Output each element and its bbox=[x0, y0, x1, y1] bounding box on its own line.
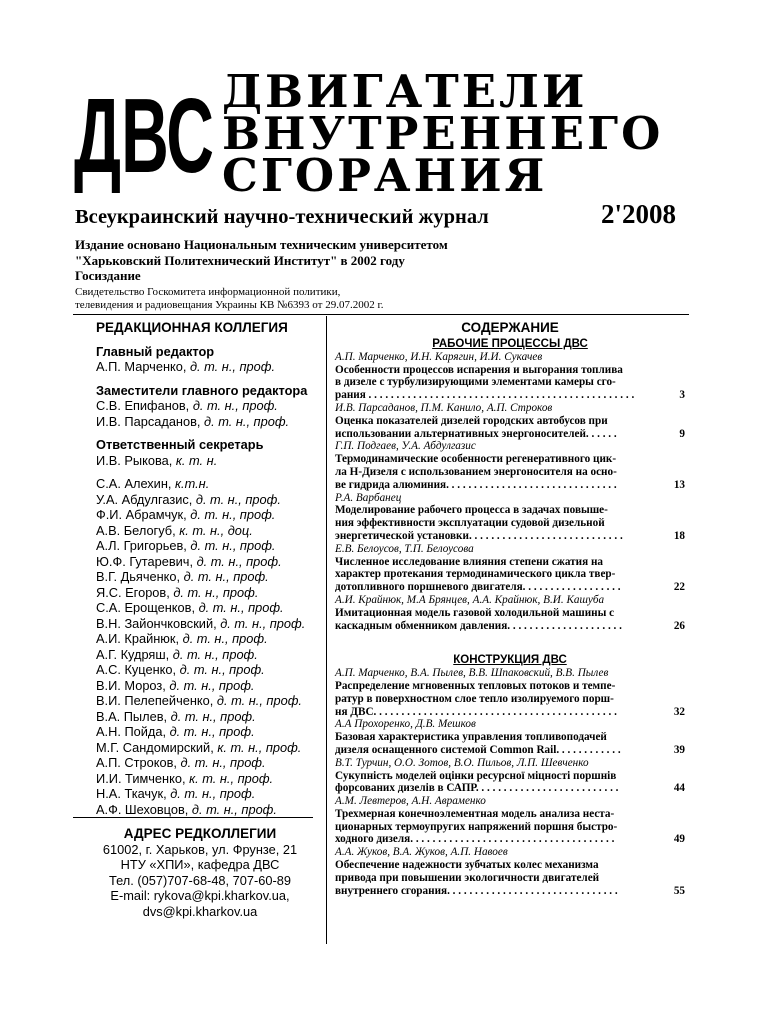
deputies-heading: Заместители главного редактора bbox=[96, 382, 308, 398]
member-entry bbox=[96, 662, 324, 678]
article-title-text: Трехмерная конечноэлементная модель анализа неста- bbox=[335, 807, 615, 820]
editor-heading: Главный редактор bbox=[96, 343, 215, 359]
article-title-line bbox=[335, 859, 685, 872]
person-degree: к. т. н., проф. bbox=[189, 770, 274, 786]
person-degree: д. т. н., проф. bbox=[195, 491, 281, 507]
toc-entry[interactable] bbox=[335, 402, 685, 440]
person-name: И.В. Рыкова, bbox=[96, 452, 173, 468]
article-title-line bbox=[335, 504, 685, 517]
article-title-text: Сукупність моделей оцінки ресурсної міцності поршнів bbox=[335, 769, 617, 782]
issue-number: 2'2008 bbox=[601, 199, 677, 229]
person-name: В.А. Пылев, bbox=[96, 708, 168, 724]
toc-entry[interactable] bbox=[335, 795, 685, 846]
member-entry bbox=[96, 600, 324, 616]
article-title-text: каскадным обменником давления. . . . . . . . . . . . . . . . . . . . . bbox=[335, 619, 622, 632]
person-name: И.В. Парсаданов, bbox=[96, 413, 201, 429]
member-entry bbox=[96, 755, 324, 771]
article-title-text: внутреннего сгорания. . . . . . . . . . . . . . . . . . . . . . . . . . . . . . . bbox=[335, 884, 618, 897]
article-title-line bbox=[335, 556, 685, 569]
member-entry bbox=[96, 554, 324, 570]
person-degree: д. т. н., проф. bbox=[196, 553, 282, 569]
person-name: И.И. Тимченко, bbox=[96, 770, 186, 786]
page-number: 39 bbox=[673, 743, 685, 756]
person-degree: д. т. н., проф. bbox=[216, 693, 302, 708]
deputies-list bbox=[96, 398, 324, 429]
address-line: Тел. (057)707-68-48, 707-60-89 bbox=[108, 872, 292, 888]
members-list bbox=[96, 476, 324, 817]
column-divider bbox=[326, 316, 327, 944]
person-name: Ф.И. Абрамчук, bbox=[96, 507, 187, 522]
person-name: А.П. Строков, bbox=[96, 755, 177, 770]
article-title-text: привода при повышении экологичности двигателей bbox=[335, 871, 600, 884]
section-title: КОНСТРУКЦИЯ ДВС bbox=[453, 654, 567, 667]
article-title-text: Имитационная модель газовой холодильной машины с bbox=[335, 606, 615, 619]
article-title-text: форсованих дизелів в САПР. . . . . . . . . . . . . . . . . . . . . . . . . . bbox=[335, 782, 619, 795]
person-name: А.С. Куценко, bbox=[96, 662, 177, 677]
article-title-line bbox=[335, 620, 685, 633]
article-title-line bbox=[335, 415, 685, 428]
email-link[interactable]: E-mail: rykova@kpi.kharkov.ua, bbox=[110, 888, 290, 903]
page-number: 13 bbox=[673, 478, 685, 491]
article-title-line bbox=[335, 744, 685, 757]
article-authors: И.В. Парсаданов, П.М. Канило, А.П. Строков bbox=[335, 401, 553, 414]
person-degree: д. т. н., проф. bbox=[169, 724, 255, 739]
member-entry bbox=[96, 724, 324, 740]
article-title-line bbox=[335, 693, 685, 706]
person-name: В.Г. Дьяченко, bbox=[96, 569, 181, 584]
person-name: А.Н. Пойда, bbox=[96, 724, 167, 739]
article-title-text: энергетической установки. . . . . . . . . . . . . . . . . . . . . . . . . . . . bbox=[335, 529, 623, 542]
toc-entry[interactable] bbox=[335, 440, 685, 491]
article-title-line bbox=[335, 731, 685, 744]
person-degree: д. т. н., проф. bbox=[190, 538, 276, 553]
person-name: А.Ф. Шеховцов, bbox=[96, 801, 189, 817]
member-entry bbox=[96, 693, 324, 709]
person-name: С.В. Епифанов, bbox=[96, 398, 190, 413]
title-line-1: ДВИГАТЕЛИ bbox=[222, 65, 588, 118]
article-title-line bbox=[335, 872, 685, 885]
page-number: 44 bbox=[673, 782, 685, 795]
email-link[interactable]: dvs@kpi.kharkov.ua bbox=[142, 903, 258, 919]
article-title-line bbox=[335, 376, 685, 389]
toc-entry[interactable] bbox=[335, 718, 685, 756]
person-name: Н.А. Ткачук, bbox=[96, 786, 167, 801]
article-title-text: ходного дизеля. . . . . . . . . . . . . . . . . . . . . . . . . . . . . . . . . . . . . bbox=[335, 833, 615, 846]
publisher-line: Издание основано Национальным техническим университетом bbox=[75, 237, 448, 252]
page-number: 3 bbox=[679, 389, 685, 402]
person-degree: д. т. н., проф. bbox=[189, 359, 276, 374]
member-entry bbox=[96, 740, 324, 756]
member-entry bbox=[96, 569, 324, 585]
person-degree: д. т. н., проф. bbox=[198, 600, 284, 615]
article-title-text: ния эффективности эксплуатации судовой дизельной bbox=[335, 517, 605, 530]
person-name: У.А. Абдулгазис, bbox=[96, 491, 193, 507]
member-entry bbox=[96, 538, 324, 554]
person-degree: д. т. н., проф. bbox=[220, 615, 306, 631]
article-title-text: Оценка показателей дизелей городских автобусов при bbox=[335, 414, 608, 427]
person-name: С.А. Алехин, bbox=[96, 476, 172, 491]
address-divider bbox=[73, 817, 313, 818]
article-title-line bbox=[335, 568, 685, 581]
article-title-text: ционарных термоупругих напряжений поршня быстро- bbox=[335, 820, 618, 833]
person-name: В.И. Мороз, bbox=[96, 677, 166, 693]
member-entry bbox=[96, 476, 324, 492]
member-entry bbox=[96, 507, 324, 523]
publisher-line: "Харьковский Политехнический Институт" в 2002 году bbox=[75, 252, 405, 268]
person-degree: д. т. н., проф. bbox=[170, 708, 256, 724]
article-authors: А.А. Жуков, В.А. Жуков, А.П. Навоев bbox=[335, 846, 508, 859]
deputy-entry bbox=[96, 414, 324, 430]
article-title-text: Моделирование рабочего процесса в задачах повыше- bbox=[335, 504, 608, 517]
article-title-line bbox=[335, 607, 685, 620]
article-title-text: Особенности процессов испарения и выгорания топлива bbox=[335, 363, 623, 376]
editorial-board bbox=[96, 320, 324, 817]
article-title-text: Численное исследование влияния степени сжатия на bbox=[335, 555, 603, 568]
member-entry bbox=[96, 786, 324, 802]
article-title-line bbox=[335, 466, 685, 479]
page-number: 22 bbox=[673, 581, 685, 594]
board-heading: РЕДАКЦИОННАЯ КОЛЛЕГИЯ bbox=[96, 320, 288, 335]
member-entry bbox=[96, 709, 324, 725]
editor-entry bbox=[96, 359, 324, 375]
journal-logo bbox=[72, 72, 217, 196]
article-title-line bbox=[335, 833, 685, 846]
page-number: 55 bbox=[673, 884, 685, 897]
article-authors: Е.В. Белоусов, Т.П. Белоусова bbox=[335, 542, 474, 555]
toc-entry[interactable] bbox=[335, 351, 685, 402]
page-number: 49 bbox=[673, 833, 685, 846]
article-authors: А.И. Крайнюк, М.А Брянцев, А.А. Крайнюк, В.И. Кашуба bbox=[335, 593, 605, 606]
article-title-text: характер протекания термодинамического цикла твер- bbox=[335, 568, 616, 581]
person-name: В.Н. Зайончковский, bbox=[96, 615, 217, 631]
member-entry bbox=[96, 631, 324, 647]
member-entry bbox=[96, 492, 324, 508]
person-degree: к. т. н., доц. bbox=[179, 522, 253, 538]
person-degree: д. т. н., проф. bbox=[180, 755, 266, 770]
article-title-text: дизеля оснащенного системой Common Rail. . . . . . . . . . . . bbox=[335, 743, 621, 756]
article-authors: Г.П. Подгаев, У.А. Абдулгазис bbox=[335, 440, 476, 453]
person-name: А.И. Крайнюк, bbox=[96, 631, 180, 646]
person-name: А.П. Марченко, bbox=[96, 359, 187, 374]
editorial-address bbox=[75, 826, 325, 919]
title-line-2: ВНУТРЕННЕГО bbox=[222, 107, 664, 160]
article-title-line bbox=[335, 453, 685, 466]
section-title: РАБОЧИЕ ПРОЦЕССЫ ДВС bbox=[432, 338, 588, 350]
toc-entry[interactable] bbox=[335, 846, 685, 897]
member-entry bbox=[96, 523, 324, 539]
article-title-text: рания . . . . . . . . . . . . . . . . . . . . . . . . . . . . . . . . . . . . . . . . . . . . . . . . bbox=[335, 389, 635, 402]
header-divider bbox=[73, 314, 689, 315]
article-title-line bbox=[335, 428, 685, 441]
person-degree: д. т. н., проф. bbox=[191, 801, 277, 817]
member-entry bbox=[96, 802, 324, 818]
article-title-line bbox=[335, 364, 685, 377]
article-title-line bbox=[335, 770, 685, 783]
address-heading: АДРЕС РЕДКОЛЛЕГИИ bbox=[123, 826, 277, 841]
person-degree: д. т. н., проф. bbox=[172, 646, 258, 662]
person-degree: д. т. н., проф. bbox=[192, 398, 278, 413]
table-of-contents bbox=[335, 338, 685, 897]
article-title-text: Базовая характеристика управления топливоподачей bbox=[335, 731, 607, 744]
article-title-text: ня ДВС. . . . . . . . . . . . . . . . . . . . . . . . . . . . . . . . . . . . . . . . . . . . bbox=[335, 705, 617, 718]
page-number: 32 bbox=[673, 705, 685, 718]
article-authors: А.П. Марченко, В.А. Пылев, В.В. Шпаковский, В.В. Пылев bbox=[335, 667, 609, 680]
article-title-line bbox=[335, 530, 685, 543]
article-title-text: в дизеле с турбулизирующими элементами камеры сго- bbox=[335, 376, 616, 389]
person-name: Я.С. Егоров, bbox=[96, 584, 170, 600]
address-line: 61002, г. Харьков, ул. Фрунзе, 21 bbox=[102, 841, 298, 857]
article-title-line bbox=[335, 517, 685, 530]
certificate-info bbox=[75, 286, 383, 311]
page-number: 26 bbox=[673, 619, 685, 632]
article-title-text: Обеспечение надежности зубчатых колес механизма bbox=[335, 859, 599, 872]
article-title-text: ратур в поверхностном слое тепло изолируемого порш- bbox=[335, 692, 614, 705]
article-title-line bbox=[335, 885, 685, 898]
address-line: НТУ «ХПИ», кафедра ДВС bbox=[120, 857, 280, 872]
article-title-line bbox=[335, 782, 685, 795]
certificate-line: Свидетельство Госкомитета информационной политики, bbox=[75, 286, 341, 298]
title-line-3: СГОРАНИЯ bbox=[222, 149, 548, 202]
article-title-line bbox=[335, 706, 685, 719]
publisher-info bbox=[75, 237, 448, 284]
member-entry bbox=[96, 647, 324, 663]
person-degree: д. т. н., проф. bbox=[182, 631, 268, 646]
certificate-line: телевидения и радиовещания Украины КВ №6393 от 29.07.2002 г. bbox=[75, 298, 384, 311]
article-title-line bbox=[335, 479, 685, 492]
person-degree: д. т. н., проф. bbox=[169, 677, 255, 693]
person-degree: к. т. н. bbox=[175, 452, 218, 468]
secretary-entry bbox=[96, 453, 324, 469]
logo-text: ДВС bbox=[74, 77, 214, 196]
person-name: С.А. Ерощенков, bbox=[96, 600, 195, 615]
deputy-entry bbox=[96, 398, 324, 414]
page-number: 9 bbox=[679, 427, 685, 440]
person-degree: к. т. н., проф. bbox=[217, 739, 302, 755]
person-degree: д. т. н., проф. bbox=[204, 413, 290, 429]
person-name: М.Г. Сандомирский, bbox=[96, 739, 214, 755]
article-title-line bbox=[335, 680, 685, 693]
person-name: А.Л. Григорьев, bbox=[96, 538, 187, 553]
toc-entry[interactable] bbox=[335, 757, 685, 795]
person-degree: д. т. н., проф. bbox=[173, 584, 259, 600]
article-title-line bbox=[335, 808, 685, 821]
article-authors: А.А Прохоренко, Д.В. Мешков bbox=[335, 718, 476, 731]
article-title-text: Распределение мгновенных тепловых потоков и темпе- bbox=[335, 679, 616, 692]
secretary-heading: Ответственный секретарь bbox=[96, 437, 264, 452]
contents-heading: СОДЕРЖАНИЕ bbox=[461, 320, 559, 335]
person-name: Ю.Ф. Гутаревич, bbox=[96, 553, 194, 569]
article-title-text: Термодинамические особенности регенеративного цик- bbox=[335, 453, 617, 466]
article-authors: А.М. Левтеров, А.Н. Авраменко bbox=[335, 795, 486, 808]
person-degree: д. т. н., проф. bbox=[170, 786, 256, 801]
member-entry bbox=[96, 771, 324, 787]
toc-entry[interactable] bbox=[335, 594, 685, 632]
article-authors: В.Т. Турчин, О.О. Зотов, В.О. Пильов, Л.П. Шевченко bbox=[335, 756, 589, 769]
journal-subtitle: Всеукраинский научно-технический журнал bbox=[75, 206, 489, 228]
article-title-text: ве гидрида алюминия. . . . . . . . . . . . . . . . . . . . . . . . . . . . . . . bbox=[335, 478, 617, 491]
person-degree: д. т. н., проф. bbox=[183, 569, 269, 584]
member-entry bbox=[96, 678, 324, 694]
article-title-text: дотопливного поршневого двигателя. . . . . . . . . . . . . . . . . . bbox=[335, 581, 621, 594]
article-title-line bbox=[335, 389, 685, 402]
toc-entry[interactable] bbox=[335, 543, 685, 594]
article-authors: Р.А. Варбанец bbox=[335, 491, 402, 504]
toc-entry[interactable] bbox=[335, 492, 685, 543]
person-degree: к.т.н. bbox=[175, 476, 210, 491]
person-degree: д. т. н., проф. bbox=[179, 662, 265, 677]
article-authors: А.П. Марченко, И.Н. Карягин, И.И. Сукачев bbox=[335, 350, 543, 363]
publisher-line: Госиздание bbox=[75, 268, 141, 283]
article-title-line bbox=[335, 581, 685, 594]
toc-entry[interactable] bbox=[335, 667, 685, 718]
member-entry bbox=[96, 616, 324, 632]
person-degree: д. т. н., проф. bbox=[190, 507, 276, 522]
article-title-line bbox=[335, 821, 685, 834]
article-title-text: ла Н-Дизеля с использованием энергоносителя на осно- bbox=[335, 465, 617, 478]
person-name: А.В. Белогуб, bbox=[96, 522, 176, 538]
article-title-text: использовании альтернативных энергоносителей. . . . . . bbox=[335, 427, 617, 440]
person-name: А.Г. Кудряш, bbox=[96, 646, 170, 662]
person-name: В.И. Пелепейченко, bbox=[96, 693, 214, 708]
member-entry bbox=[96, 585, 324, 601]
page-number: 18 bbox=[673, 529, 685, 542]
